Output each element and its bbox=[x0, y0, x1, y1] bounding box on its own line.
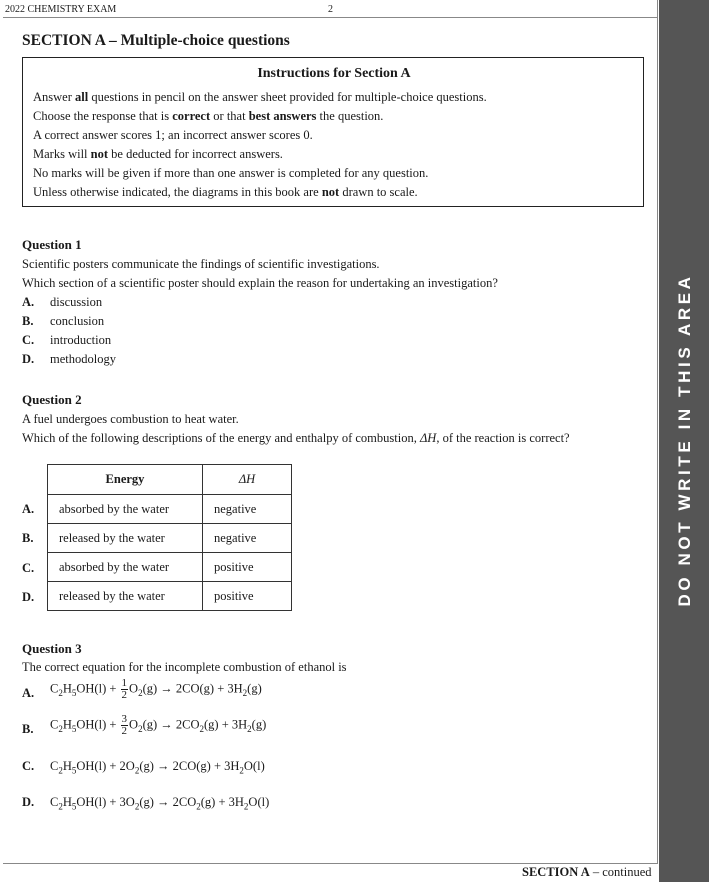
question-3-heading: Question 3 bbox=[22, 641, 82, 656]
enthalpy-cell: positive bbox=[203, 553, 292, 582]
energy-cell: absorbed by the water bbox=[48, 553, 203, 582]
table-row bbox=[48, 582, 292, 611]
table-row bbox=[48, 524, 292, 553]
row-letter: C. bbox=[22, 561, 35, 575]
header-divider bbox=[3, 17, 658, 18]
energy-enthalpy-table bbox=[47, 464, 292, 611]
option-letter: C. bbox=[22, 333, 35, 347]
exam-title: 2022 CHEMISTRY EXAM bbox=[5, 4, 117, 15]
question-1-stem: Scientific posters communicate the findings of scientific investigations. bbox=[22, 257, 380, 271]
question-2-prompt: Which of the following descriptions of the energy and enthalpy of combustion, ΔH, of the reaction is correct? bbox=[22, 431, 570, 445]
option-letter: A. bbox=[22, 686, 35, 700]
instruction-line: A correct answer scores 1; an incorrect answer scores 0. bbox=[33, 128, 313, 142]
question-2-heading: Question 2 bbox=[22, 392, 82, 407]
row-letter: D. bbox=[22, 590, 35, 604]
instruction-line: Answer all questions in pencil on the answer sheet provided for multiple-choice questions. bbox=[33, 90, 487, 104]
instruction-line: No marks will be given if more than one answer is completed for any question. bbox=[33, 166, 429, 180]
equation-b: $C_2H_5OH(l)$ + $\frac{3}{2}$ $O_2(g) \to 2CO_2(g) + 3H_2(g)$ bbox=[50, 713, 267, 737]
do-not-write-notice: DO NOT WRITE IN THIS AREA bbox=[675, 273, 694, 607]
question-1-prompt: Which section of a scientific poster should explain the reason for undertaking an investigation? bbox=[22, 276, 498, 290]
option-text: introduction bbox=[50, 333, 112, 347]
table-row bbox=[48, 553, 292, 582]
row-letter: A. bbox=[22, 502, 35, 516]
option-text: discussion bbox=[50, 295, 103, 309]
continued-footer: SECTION A – continued bbox=[522, 865, 652, 879]
row-letter: B. bbox=[22, 531, 34, 545]
instruction-line: Unless otherwise indicated, the diagrams in this book are not drawn to scale. bbox=[33, 185, 418, 199]
page-number: 2 bbox=[328, 4, 333, 15]
option-letter: A. bbox=[22, 295, 35, 309]
option-letter: C. bbox=[22, 759, 35, 773]
enthalpy-cell: positive bbox=[203, 582, 292, 611]
instructions-box bbox=[22, 57, 644, 207]
section-title: SECTION A – Multiple-choice questions bbox=[22, 32, 290, 49]
option-text: methodology bbox=[50, 352, 116, 366]
fraction: $\frac{3}{2}$ bbox=[121, 713, 128, 737]
energy-cell: absorbed by the water bbox=[48, 495, 203, 524]
instructions-title: Instructions for Section A bbox=[257, 66, 411, 81]
table-header-row bbox=[48, 465, 292, 495]
enthalpy-cell: negative bbox=[203, 524, 292, 553]
equation-c: $C_2H_5OH(l) + 2O_2(g) \to 2CO(g) + 3H_2O(l)$ bbox=[50, 759, 265, 776]
equation-d: $C_2H_5OH(l) + 3O_2(g) \to 2CO_2(g) + 3H_2O(l)$ bbox=[50, 795, 270, 812]
table-row bbox=[48, 495, 292, 524]
question-2-stem: A fuel undergoes combustion to heat water. bbox=[22, 412, 239, 426]
energy-cell: released by the water bbox=[48, 582, 203, 611]
fraction: $\frac{1}{2}$ bbox=[121, 677, 128, 701]
question-1-heading: Question 1 bbox=[22, 237, 82, 252]
option-text: conclusion bbox=[50, 314, 105, 328]
instruction-line: Marks will not be deducted for incorrect answers. bbox=[33, 147, 283, 161]
equation-a: $C_2H_5OH(l)$ + $\frac{1}{2}$ $O_2(g) \to 2CO(g) + 3H_2(g)$ bbox=[50, 677, 262, 701]
option-letter: B. bbox=[22, 722, 34, 736]
energy-column-header: Energy bbox=[48, 465, 203, 495]
question-3-stem: The correct equation for the incomplete combustion of ethanol is bbox=[22, 660, 347, 674]
enthalpy-column-header: ΔH bbox=[203, 465, 292, 495]
option-letter: B. bbox=[22, 314, 34, 328]
option-letter: D. bbox=[22, 352, 35, 366]
option-letter: D. bbox=[22, 795, 35, 809]
enthalpy-cell: negative bbox=[203, 495, 292, 524]
instruction-line: Choose the response that is correct or that best answers the question. bbox=[33, 109, 384, 123]
energy-cell: released by the water bbox=[48, 524, 203, 553]
